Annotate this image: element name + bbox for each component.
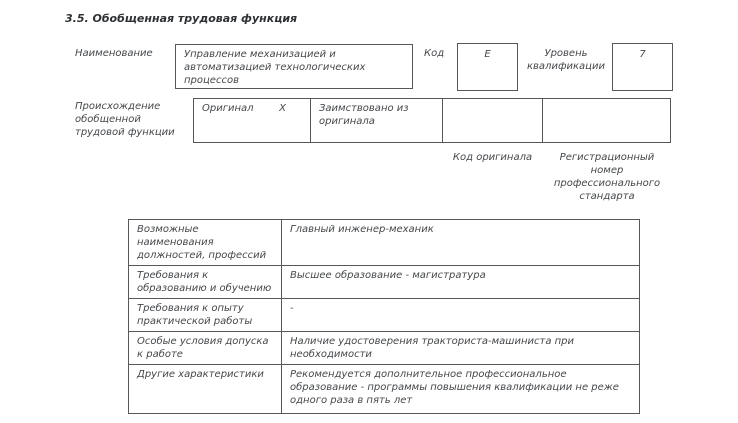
possible-titles-label: Возможные наименования должностей, профессий xyxy=(129,220,282,265)
possible-titles-table xyxy=(128,219,640,266)
origin-original-mark: X xyxy=(279,103,286,114)
name-label: Наименование xyxy=(75,48,153,59)
origin-code-cell-empty xyxy=(443,99,543,142)
qualification-level-label: Уровень квалификации xyxy=(527,48,605,72)
requirement-label: Требования к опыту практической работы xyxy=(129,299,282,331)
origin-original-cell xyxy=(194,99,311,142)
requirements-table xyxy=(128,265,640,414)
table-row xyxy=(129,299,639,332)
origin-table xyxy=(193,98,671,143)
origin-original-label: Оригинал xyxy=(202,103,254,114)
origin-regnumber-cell-empty xyxy=(543,99,670,142)
table-row xyxy=(129,220,639,265)
requirement-value: Высшее образование - магистратура xyxy=(290,270,486,281)
table-row xyxy=(129,365,639,413)
origin-code-caption: Код оригинала xyxy=(452,152,533,163)
qualification-level-value-box: 7 xyxy=(612,43,673,91)
requirement-label: Другие характеристики xyxy=(129,365,282,413)
origin-label: Происхождение обобщенной трудовой функции xyxy=(75,101,175,138)
name-value-box: Управление механизацией и автоматизацией технологических процессов xyxy=(175,44,413,89)
code-value-box: E xyxy=(457,43,518,91)
code-label: Код xyxy=(424,48,445,59)
requirement-value: Наличие удостоверения тракториста-машиниста при необходимости xyxy=(290,336,575,360)
table-row xyxy=(129,332,639,365)
requirement-value: Рекомендуется дополнительное профессиональное образование - программы повышения квалификации не реже одного раза в пять лет xyxy=(290,369,619,406)
requirement-value: - xyxy=(290,303,294,314)
possible-titles-value: Главный инженер-механик xyxy=(290,224,434,235)
origin-regnumber-caption: Регистрационный номер профессионального стандарта xyxy=(553,152,661,202)
requirement-label: Особые условия допуска к работе xyxy=(129,332,282,364)
origin-borrowed-cell: Заимствовано из оригинала xyxy=(311,99,443,142)
section-title: 3.5. Обобщенная трудовая функция xyxy=(65,12,298,25)
table-row xyxy=(129,266,639,299)
requirement-label: Требования к образованию и обучению xyxy=(129,266,282,298)
